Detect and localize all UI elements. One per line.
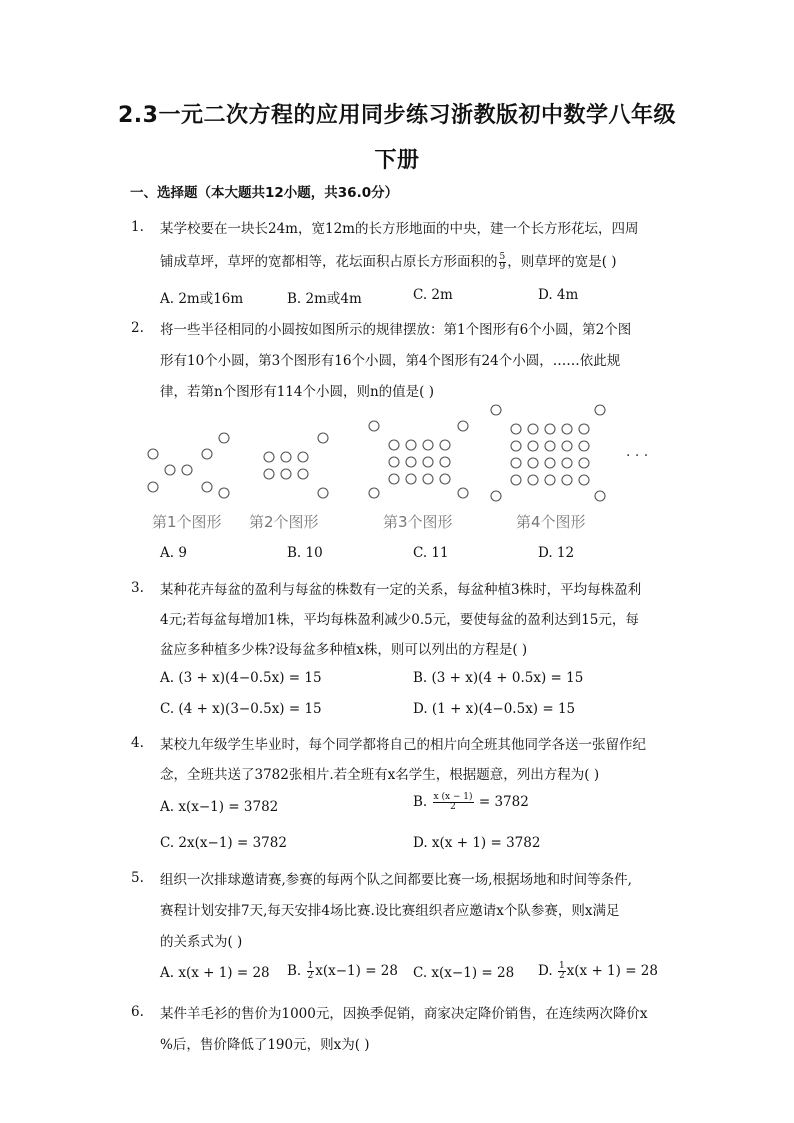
q3-line-3: 盆应多种植多少株?设每盆多种植x株，则可以列出的方程是( ) [160, 642, 528, 658]
inner-circle [545, 441, 555, 451]
figure-3-label: 第3个图形 [383, 513, 453, 531]
q4-option-d[interactable]: D. x(x + 1) = 3782 [413, 835, 541, 851]
q3-number: 3. [131, 580, 144, 596]
corner-circle [369, 421, 379, 431]
inner-circle [511, 424, 521, 434]
q4-option-a[interactable]: A. x(x−1) = 3782 [160, 799, 279, 815]
inner-circle [579, 458, 589, 468]
q6-number: 6. [131, 1004, 144, 1020]
inner-circle [528, 475, 538, 485]
inner-circle [423, 457, 433, 467]
q2-line-1: 将一些半径相同的小圆按如图所示的规律摆放：第1个图形有6个小圆，第2个图 [160, 322, 632, 338]
inner-circle [528, 441, 538, 451]
inner-circle [389, 440, 399, 450]
q4-line-2: 念，全班共送了3782张相片.若全班有x名学生，根据题意，列出方程为( ) [160, 767, 600, 783]
q1-option-c[interactable]: C. 2m [413, 287, 453, 303]
inner-circle [281, 469, 291, 479]
inner-circle [562, 475, 572, 485]
q4-option-b-fraction: $\frac{x (x - 1)}{2}$ [433, 792, 473, 812]
inner-circle [511, 441, 521, 451]
corner-circle [369, 488, 379, 498]
corner-circle [491, 405, 501, 415]
q2-line-3: 律，若第n个图形有114个小圆，则n的值是( ) [160, 384, 434, 400]
q5-line-3: 的关系式为( ) [160, 934, 243, 950]
corner-circle [318, 488, 328, 498]
q4-number: 4. [131, 735, 144, 751]
q6-line-1: 某件羊毛衫的售价为1000元，因换季促销，商家决定降价销售，在连续两次降价x [160, 1006, 648, 1022]
inner-circle [389, 474, 399, 484]
q5-option-d[interactable]: D. $\frac{1}{2}$ x(x + 1) = 28 [538, 961, 658, 981]
q5-option-a[interactable]: A. x(x + 1) = 28 [160, 965, 270, 981]
section-heading: 一、选择题（本大题共12小题，共36.0分） [130, 185, 399, 201]
q2-option-c[interactable]: C. 11 [413, 545, 449, 561]
corner-circle [595, 491, 605, 501]
corner-circle [318, 433, 328, 443]
q1-line-1: 某学校要在一块长24m，宽12m的长方形地面的中央，建一个长方形花坛，四周 [160, 221, 639, 237]
inner-circle [406, 457, 416, 467]
q1-line-2-end: ，则草坪的宽是( ) [507, 254, 617, 270]
figure-2-label: 第2个图形 [249, 513, 319, 531]
corner-circle [202, 449, 212, 459]
q1-option-d[interactable]: D. 4m [538, 287, 579, 303]
inner-circle [423, 440, 433, 450]
inner-circle [264, 469, 274, 479]
q3-option-a[interactable]: A. (3 + x)(4−0.5x) = 15 [160, 670, 322, 686]
inner-circle [562, 424, 572, 434]
q3-option-d[interactable]: D. (1 + x)(4−0.5x) = 15 [413, 701, 576, 717]
inner-circle [165, 465, 175, 475]
q1-option-a[interactable]: A. 2m或16m [160, 291, 244, 307]
inner-circle [281, 452, 291, 462]
corner-circle [219, 433, 229, 443]
q3-line-1: 某种花卉每盆的盈利与每盆的株数有一定的关系，每盆种植3株时，平均每株盈利 [160, 582, 642, 598]
q4-option-b-letter: B. [413, 794, 428, 810]
inner-circle [440, 440, 450, 450]
inner-circle [264, 452, 274, 462]
q1-option-b[interactable]: B. 2m或4m [287, 291, 362, 307]
page-title-line-2: 下册 [374, 148, 420, 173]
corner-circle [458, 488, 468, 498]
q2-line-2: 形有10个小圆，第3个图形有16个小圆，第4个图形有24个小圆，……依此规 [160, 353, 621, 369]
inner-circle [440, 457, 450, 467]
q4-option-c[interactable]: C. 2x(x−1) = 3782 [160, 835, 287, 851]
page-title-line-1: 2.3一元二次方程的应用同步练习浙教版初中数学八年级 [118, 103, 676, 128]
q3-line-2: 4元;若每盆每增加1株，平均每株盈利减少0.5元，要使每盆的盈利达到15元，每 [160, 612, 639, 628]
inner-circle [579, 475, 589, 485]
q1-number: 1. [131, 219, 144, 235]
q2-number: 2. [131, 320, 144, 336]
q2-circle-pattern-figure [0, 400, 794, 540]
corner-circle [595, 405, 605, 415]
inner-circle [423, 474, 433, 484]
inner-circle [182, 465, 192, 475]
q5-option-b[interactable]: B. $\frac{1}{2}$ x(x−1) = 28 [287, 961, 398, 981]
inner-circle [562, 441, 572, 451]
figure-ellipsis: · · · [626, 448, 649, 464]
q2-option-d[interactable]: D. 12 [538, 545, 575, 561]
inner-circle [406, 474, 416, 484]
corner-circle [202, 482, 212, 492]
q5-line-1: 组织一次排球邀请赛,参赛的每两个队之间都要比赛一场,根据场地和时间等条件, [160, 872, 632, 888]
corner-circle [219, 488, 229, 498]
inner-circle [579, 441, 589, 451]
q3-option-c[interactable]: C. (4 + x)(3−0.5x) = 15 [160, 701, 322, 717]
q1-line-2-text: 铺成草坪，草坪的宽都相等，花坛面积占原长方形面积的 [160, 254, 498, 270]
inner-circle [440, 474, 450, 484]
q2-option-a[interactable]: A. 9 [160, 545, 187, 561]
corner-circle [148, 482, 158, 492]
q5-number: 5. [131, 870, 144, 886]
inner-circle [579, 424, 589, 434]
figure-1-label: 第1个图形 [152, 513, 222, 531]
corner-circle [458, 421, 468, 431]
inner-circle [298, 469, 308, 479]
figure-4-label: 第4个图形 [516, 513, 586, 531]
q5-option-c[interactable]: C. x(x−1) = 28 [413, 965, 515, 981]
q6-line-2: %后，售价降低了190元，则x为( ) [160, 1037, 370, 1053]
q4-line-1: 某校九年级学生毕业时，每个同学都将自己的相片向全班其他同学各送一张留作纪 [160, 737, 646, 753]
inner-circle [545, 424, 555, 434]
q4-option-b-rhs: = 3782 [474, 794, 529, 810]
inner-circle [406, 440, 416, 450]
inner-circle [528, 424, 538, 434]
inner-circle [511, 475, 521, 485]
inner-circle [389, 457, 399, 467]
inner-circle [545, 475, 555, 485]
corner-circle [491, 491, 501, 501]
corner-circle [148, 449, 158, 459]
inner-circle [545, 458, 555, 468]
inner-circle [511, 458, 521, 468]
inner-circle [562, 458, 572, 468]
q1-fraction: $\frac{5}{9}$ [499, 252, 506, 272]
inner-circle [298, 452, 308, 462]
q1-line-2 [160, 250, 617, 272]
q5-line-2: 赛程计划安排7天,每天安排4场比赛.设比赛组织者应邀请x个队参赛，则x满足 [160, 903, 620, 919]
inner-circle [528, 458, 538, 468]
q4-option-b[interactable] [413, 793, 529, 812]
q2-option-b[interactable]: B. 10 [287, 545, 323, 561]
q3-option-b[interactable]: B. (3 + x)(4 + 0.5x) = 15 [413, 670, 584, 686]
